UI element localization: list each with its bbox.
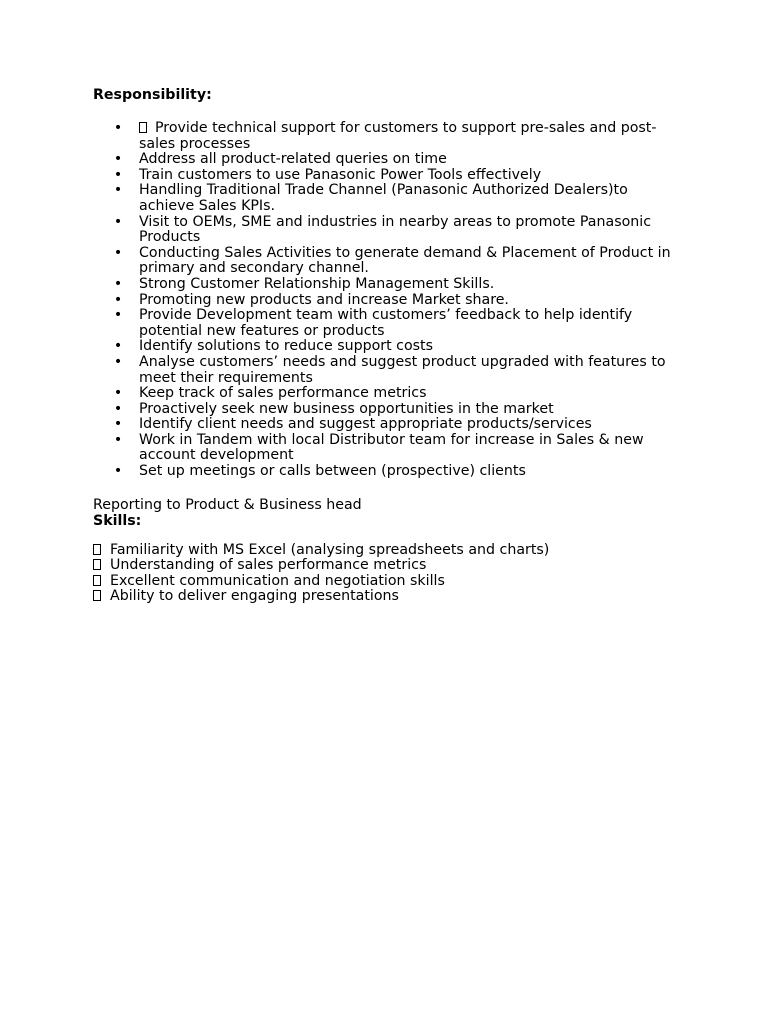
- list-item: [93, 355, 679, 386]
- responsibility-text: Address all product-related queries on time: [139, 151, 447, 168]
- skill-text: Ability to deliver engaging presentations: [110, 588, 399, 605]
- skill-text: Excellent communication and negotiation skills: [110, 572, 445, 589]
- responsibility-text: Strong Customer Relationship Management Skills.: [139, 275, 495, 292]
- responsibility-text: Provide technical support for customers to support pre-sales and post-sales processes: [139, 120, 657, 152]
- responsibility-text: Analyse customers’ needs and suggest product upgraded with features to meet their requirements: [139, 353, 666, 386]
- list-item: [93, 246, 679, 277]
- list-item: [93, 402, 679, 418]
- bullet-icon: •: [113, 338, 123, 355]
- box-glyph-icon: [139, 122, 147, 133]
- bullet-icon: •: [113, 385, 123, 402]
- bullet-icon: •: [113, 182, 123, 199]
- list-item: [93, 574, 693, 590]
- responsibility-text: Identify solutions to reduce support costs: [139, 338, 433, 355]
- responsibility-text: Promoting new products and increase Market share.: [139, 291, 509, 308]
- box-glyph-icon: [93, 544, 101, 555]
- responsibility-list: [93, 121, 693, 480]
- list-item: [93, 277, 679, 293]
- list-item: [93, 168, 679, 184]
- skill-text: Understanding of sales performance metrics: [110, 557, 427, 574]
- responsibility-text: Set up meetings or calls between (prospective) clients: [139, 463, 526, 480]
- responsibility-text: Visit to OEMs, SME and industries in nearby areas to promote Panasonic Products: [139, 213, 651, 246]
- list-item: [93, 386, 679, 402]
- responsibility-text: Identify client needs and suggest appropriate products/services: [139, 416, 592, 433]
- responsibility-text: Keep track of sales performance metrics: [139, 385, 427, 402]
- bullet-icon: •: [113, 416, 123, 433]
- skills-list: [93, 543, 693, 605]
- list-item: [93, 121, 679, 152]
- list-item: [93, 152, 679, 168]
- box-glyph-icon: [93, 575, 101, 586]
- responsibility-text: Work in Tandem with local Distributor team for increase in Sales & new account development: [139, 431, 644, 464]
- list-item: [93, 183, 679, 214]
- list-item: [93, 293, 679, 309]
- bullet-icon: •: [113, 151, 123, 168]
- bullet-icon: •: [113, 431, 123, 448]
- list-item: [93, 558, 693, 574]
- bullet-icon: •: [113, 166, 123, 183]
- list-item: [93, 464, 679, 480]
- list-item: [93, 215, 679, 246]
- list-item: [93, 433, 679, 464]
- reporting-line: Reporting to Product & Business head: [93, 496, 362, 513]
- bullet-icon: •: [113, 291, 123, 308]
- document-page: [93, 87, 693, 605]
- list-item: [93, 589, 693, 605]
- skill-text: Familiarity with MS Excel (analysing spreadsheets and charts): [110, 541, 550, 558]
- box-glyph-icon: [93, 590, 101, 601]
- list-item: [93, 543, 693, 559]
- responsibility-text: Provide Development team with customers’ feedback to help identify potential new features or products: [139, 307, 633, 339]
- responsibility-text: Train customers to use Panasonic Power Tools effectively: [139, 166, 542, 183]
- responsibility-text: Proactively seek new business opportunities in the market: [139, 400, 554, 417]
- skills-heading: Skills:: [93, 512, 142, 529]
- bullet-icon: •: [113, 307, 123, 324]
- bullet-icon: •: [113, 463, 123, 480]
- bullet-icon: •: [113, 244, 123, 261]
- bullet-icon: •: [113, 213, 123, 230]
- bullet-icon: •: [113, 275, 123, 292]
- list-item: [93, 339, 679, 355]
- bullet-icon: •: [113, 353, 123, 370]
- responsibility-text: Conducting Sales Activities to generate demand & Placement of Product in primary and secondary channel.: [139, 244, 671, 277]
- list-item: [93, 417, 679, 433]
- responsibility-heading: Responsibility:: [93, 87, 212, 103]
- bullet-icon: •: [113, 400, 123, 417]
- box-glyph-icon: [93, 559, 101, 570]
- bullet-icon: •: [113, 120, 123, 136]
- list-item: [93, 308, 679, 339]
- responsibility-text: Handling Traditional Trade Channel (Panasonic Authorized Dealers)to achieve Sales KPIs.: [139, 182, 628, 214]
